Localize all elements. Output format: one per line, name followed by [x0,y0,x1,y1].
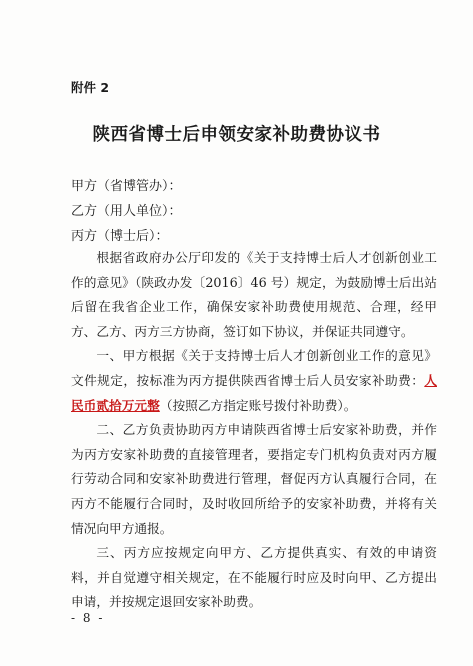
document-title: 陕西省博士后申领安家补助费协议书 [92,125,381,145]
party-a-line: 甲方（省博管办）： [71,179,182,194]
clause-1-paragraph [71,344,437,418]
clause-1-note: （按照乙方指定账号拨付补助费）。 [159,397,357,413]
intro-paragraph: 根据省政府办公厅印发的《关于支持博士后人才创新创业工作的意见》（陕政办发〔2016〕46 号）规定，为鼓励博士后出站后留在我省企业工作，确保安家补助费使用规范、合理，经甲方、乙方、丙方三方协商，签订如下协议，并保证共同遵守。 [71,250,437,339]
party-b-line: 乙方（用人单位）： [71,204,182,219]
party-c-line: 丙方（博士后）： [71,229,169,244]
clause-3-paragraph: 三、丙方应按规定向甲方、乙方提供真实、有效的申请资料，并自觉遵守相关规定，在不能履行时应及时向甲、乙方提出申请，并按规定退回安家补助费。 [71,545,437,610]
attachment-label: 附件 2 [71,80,110,95]
clause-2-paragraph: 二、乙方负责协助丙方申请陕西省博士后安家补助费，并作为丙方安家补助费的直接管理者，要指定专门机构负责对丙方履行劳动合同和安家补助费进行管理，督促丙方认真履行合同，在丙方不能履行合同时，及时收回所给予的安家补助费，并将有关情况向甲方通报。 [71,422,437,536]
agreement-body [71,246,437,615]
clause-1-text: 一、甲方根据《关于支持博士后人才创新创业工作的意见》文件规定，按标准为丙方提供陕西省博士后人员安家补助费： [71,348,437,388]
subsidy-amount: 人民币贰拾万元整 [71,372,437,413]
page-number: - 8 - [71,611,105,625]
